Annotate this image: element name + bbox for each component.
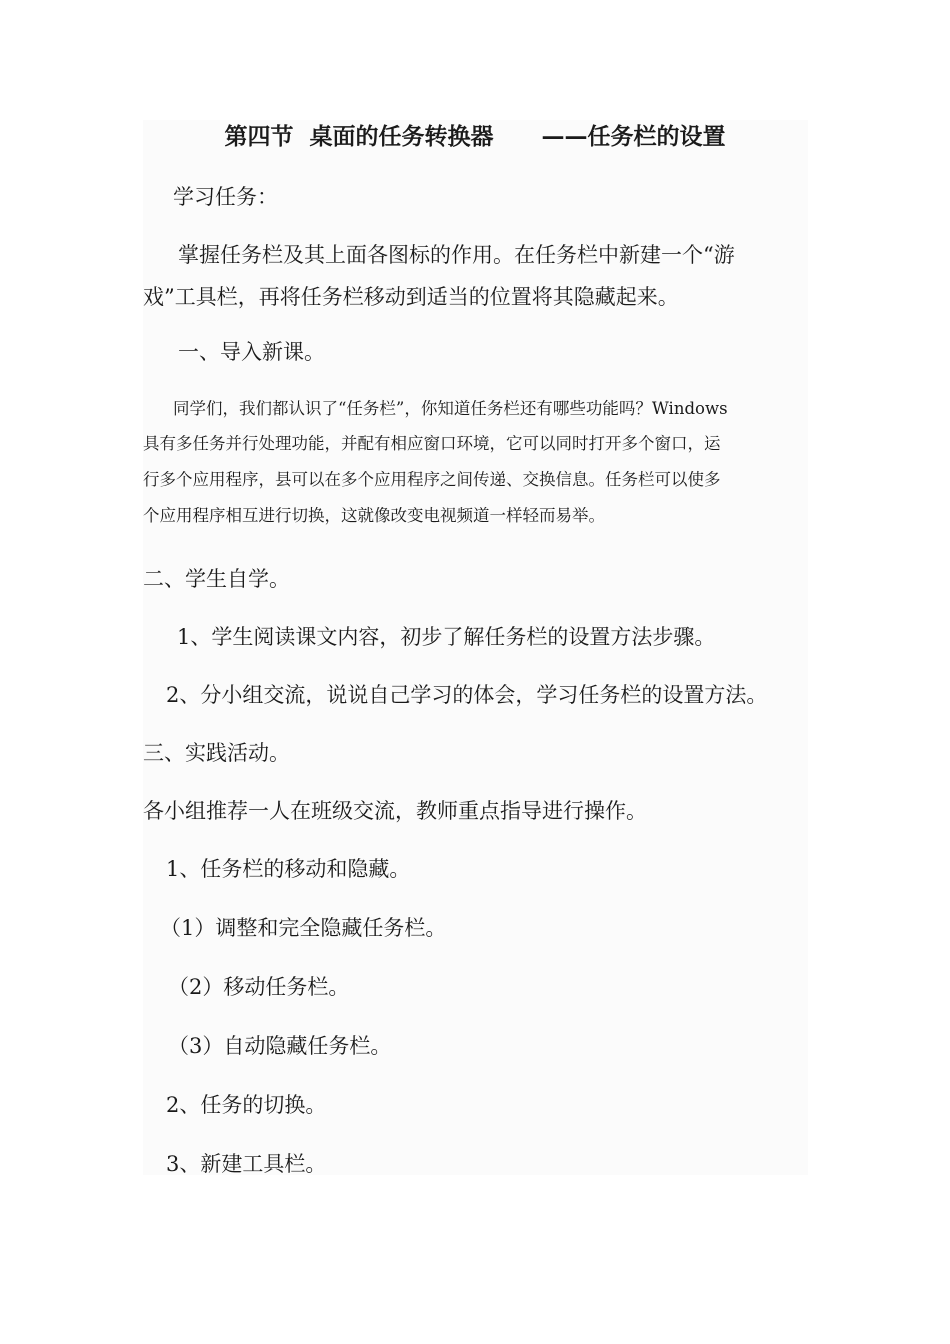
learning-task-text-line-2: 戏”工具栏，再将任务栏移动到适当的位置将其隐藏起来。: [143, 285, 679, 309]
section-3-item-1: 1、任务栏的移动和隐藏。: [166, 857, 411, 881]
section-3-item-3: 3、新建工具栏。: [166, 1152, 327, 1176]
document-title: 第四节 桌面的任务转换器 ——任务栏的设置: [224, 123, 726, 150]
intro-paragraph-line-3: 行多个应用程序，县可以在多个应用程序之间传递、交换信息。任务栏可以使多: [143, 470, 721, 489]
section-2-item-2: 2、分小组交流，说说自己学习的体会，学习任务栏的设置方法。: [166, 683, 768, 707]
learning-task-text-line-1: 掌握任务栏及其上面各图标的作用。在任务栏中新建一个“游: [178, 243, 735, 267]
section-1-heading: 一、导入新课。: [178, 340, 325, 364]
section-2-item-1: 1、学生阅读课文内容，初步了解任务栏的设置方法步骤。: [177, 625, 716, 649]
intro-paragraph-line-2: 具有多任务并行处理功能，并配有相应窗口环境，它可以同时打开多个窗口，运: [143, 434, 721, 453]
section-3-heading: 三、实践活动。: [143, 741, 290, 765]
section-3-subitem-2: （2）移动任务栏。: [168, 975, 350, 999]
section-2-heading: 二、学生自学。: [143, 567, 290, 591]
intro-paragraph-line-1: 同学们，我们都认识了“任务栏”，你知道任务栏还有哪些功能吗？Windows: [173, 399, 728, 418]
section-3-intro: 各小组推荐一人在班级交流，教师重点指导进行操作。: [143, 799, 647, 823]
intro-paragraph-line-4: 个应用程序相互进行切换，这就像改变电视频道一样轻而易举。: [143, 506, 605, 525]
learning-task-label: 学习任务：: [173, 185, 278, 209]
section-3-item-2: 2、任务的切换。: [166, 1093, 327, 1117]
section-3-subitem-3: （3）自动隐藏任务栏。: [168, 1034, 392, 1058]
section-3-subitem-1: （1）调整和完全隐藏任务栏。: [160, 916, 447, 940]
